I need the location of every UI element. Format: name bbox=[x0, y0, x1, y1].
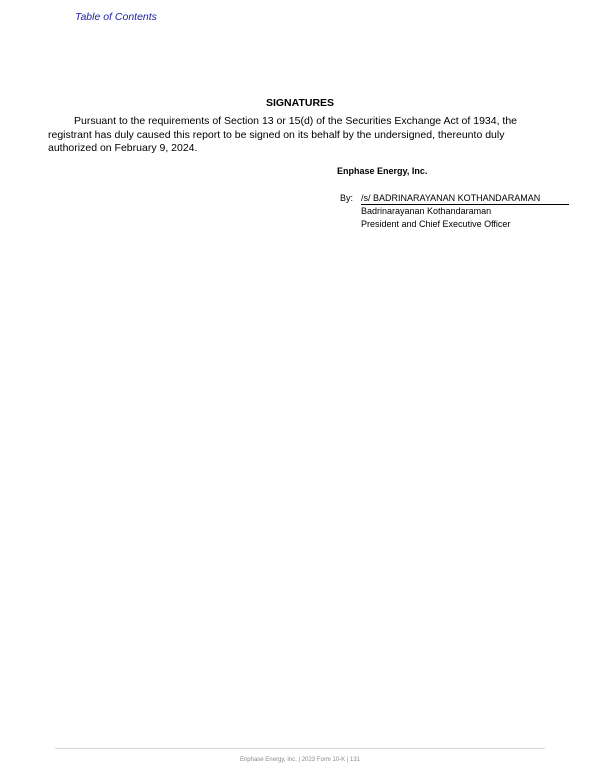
signatures-paragraph: Pursuant to the requirements of Section 13 or 15(d) of the Securities Exchange Act of 1934, the registrant has duly caused this report to be signed on its behalf by the undersigned, thereunto duly authorized on February 9, 2024. bbox=[48, 115, 518, 154]
table-of-contents-link[interactable]: Table of Contents bbox=[75, 11, 157, 23]
signature-line: /s/ BADRINARAYANAN KOTHANDARAMAN bbox=[361, 193, 569, 205]
signatures-heading: SIGNATURES bbox=[265, 97, 335, 109]
signer-title: President and Chief Executive Officer bbox=[361, 219, 511, 229]
page-footer: Enphase Energy, Inc. | 2023 Form 10-K | 131 bbox=[239, 757, 361, 763]
company-name: Enphase Energy, Inc. bbox=[337, 166, 428, 176]
footer-divider bbox=[55, 748, 545, 749]
by-label: By: bbox=[340, 193, 354, 203]
signer-name: Badrinarayanan Kothandaraman bbox=[361, 206, 492, 216]
